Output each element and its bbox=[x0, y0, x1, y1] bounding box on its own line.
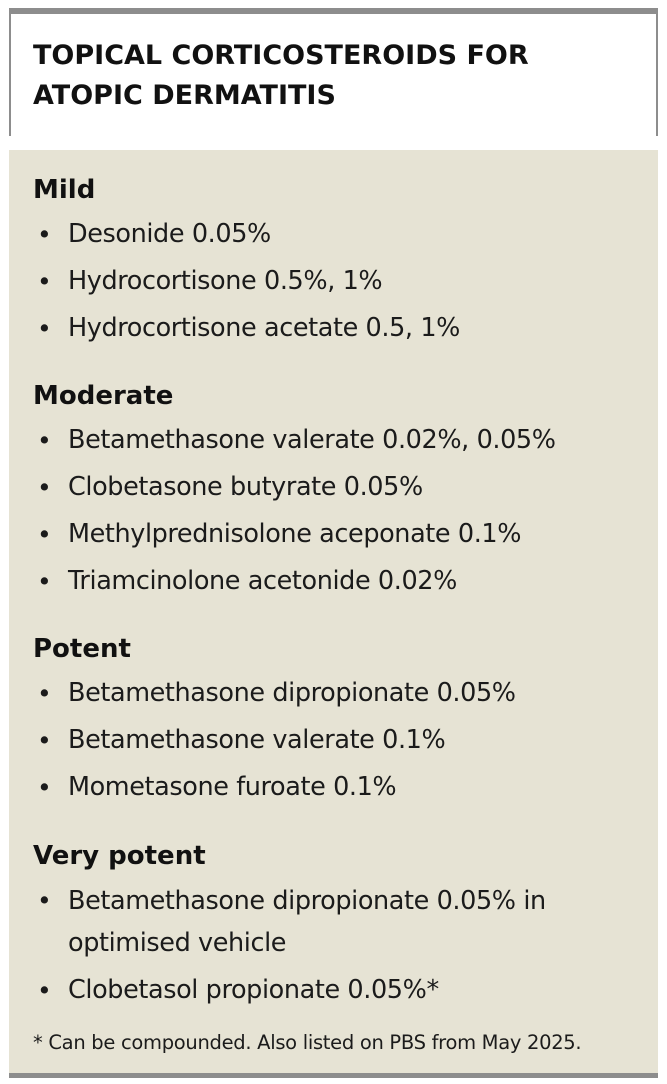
list-potent bbox=[33, 673, 653, 808]
bullet-icon: • bbox=[37, 267, 52, 296]
item-text: Betamethasone dipropionate 0.05% bbox=[68, 678, 516, 708]
section-heading-moderate: Moderate bbox=[33, 381, 174, 411]
bullet-icon: • bbox=[37, 567, 52, 596]
bullet-icon: • bbox=[37, 220, 52, 249]
bullet-icon: • bbox=[37, 726, 52, 755]
list-item bbox=[33, 514, 653, 555]
bullet-icon: • bbox=[37, 773, 52, 802]
bullet-icon: • bbox=[37, 314, 52, 343]
item-text: Clobetasone butyrate 0.05% bbox=[68, 472, 423, 502]
item-text: Clobetasol propionate 0.05%* bbox=[68, 975, 439, 1005]
section-very-potent bbox=[33, 840, 653, 1017]
list-moderate bbox=[33, 420, 653, 602]
bullet-icon: • bbox=[37, 886, 52, 915]
section-moderate bbox=[33, 380, 653, 608]
item-text: Methylprednisolone aceponate 0.1% bbox=[68, 519, 522, 549]
item-text: Betamethasone valerate 0.1% bbox=[68, 725, 446, 755]
item-text: Betamethasone dipropionate 0.05% in optimised vehicle bbox=[68, 886, 546, 958]
section-mild bbox=[33, 174, 653, 355]
list-item bbox=[33, 720, 653, 761]
list-very-potent bbox=[33, 880, 653, 1011]
bullet-icon: • bbox=[37, 426, 52, 455]
footnote: * Can be compounded. Also listed on PBS from May 2025. bbox=[33, 1031, 582, 1054]
bullet-icon: • bbox=[37, 679, 52, 708]
list-item bbox=[33, 467, 653, 508]
list-item bbox=[33, 214, 653, 255]
list-item bbox=[33, 561, 653, 602]
item-text: Hydrocortisone 0.5%, 1% bbox=[68, 266, 383, 296]
list-item bbox=[33, 308, 653, 349]
list-item bbox=[33, 970, 653, 1011]
header-right-border bbox=[656, 14, 658, 136]
section-heading-potent: Potent bbox=[33, 634, 131, 664]
section-heading-very-potent: Very potent bbox=[33, 841, 206, 871]
bullet-icon: • bbox=[37, 520, 52, 549]
bottom-rule bbox=[9, 1073, 658, 1078]
section-heading-mild: Mild bbox=[33, 175, 96, 205]
item-text: Hydrocortisone acetate 0.5, 1% bbox=[68, 313, 460, 343]
list-item bbox=[33, 673, 653, 714]
list-item bbox=[33, 880, 653, 964]
header-left-border bbox=[9, 14, 11, 136]
top-rule bbox=[9, 8, 658, 14]
box-title: TOPICAL CORTICOSTEROIDS FOR ATOPIC DERMATITIS bbox=[33, 40, 529, 111]
list-item bbox=[33, 767, 653, 808]
item-text: Desonide 0.05% bbox=[68, 219, 271, 249]
list-mild bbox=[33, 214, 653, 349]
item-text: Triamcinolone acetonide 0.02% bbox=[68, 566, 457, 596]
list-item bbox=[33, 420, 653, 461]
bullet-icon: • bbox=[37, 976, 52, 1005]
bullet-icon: • bbox=[37, 473, 52, 502]
list-item bbox=[33, 261, 653, 302]
section-potent bbox=[33, 633, 653, 814]
item-text: Mometasone furoate 0.1% bbox=[68, 772, 397, 802]
item-text: Betamethasone valerate 0.02%, 0.05% bbox=[68, 425, 556, 455]
